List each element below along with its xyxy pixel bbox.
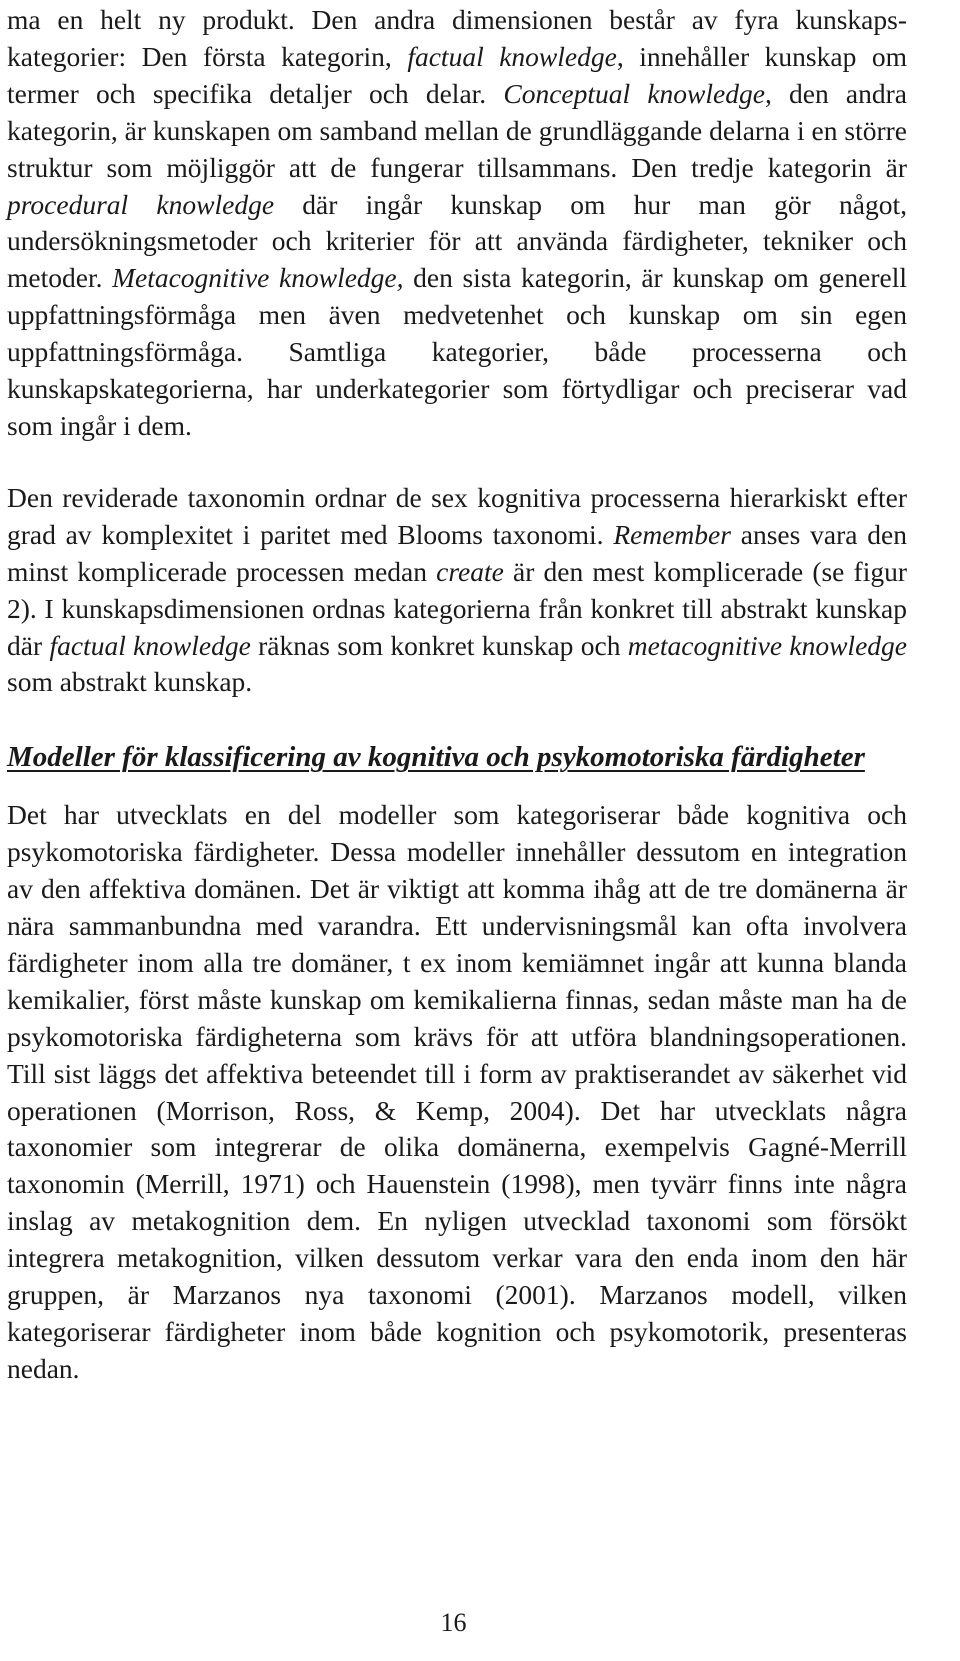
text-run: , den andra kategorin, är kunskapen om samband mellan de grundläggande delarna i en större struktur som möjliggör att de fungerar tillsammans. Den tredje kategorin är [7, 77, 907, 183]
term-factual-knowledge: factual knowledge [49, 629, 251, 661]
text-run: , innehåller kunskap om termer och specifika detaljer och delar. [7, 40, 907, 109]
text-run: som abstrakt kunskap. [7, 666, 253, 698]
page-number: 16 [440, 1608, 467, 1637]
text-run: räknas som konkret kunskap och [250, 629, 628, 661]
text-run: där ingår kunskap om hur man gör något, undersökningsmetoder och kriterier för att använda färdigheter, tekniker och metoder. [7, 188, 907, 294]
text-run: ma en helt ny produkt. Den andra dimensionen består av fyra kunskapskategorier: Den första kategorin, [7, 4, 907, 72]
term-create: create [436, 555, 504, 587]
text-run: Den reviderade taxonomin ordnar de sex kognitiva processerna hierarkiskt efter grad av komplexitet i paritet med Blooms taxonomi. [7, 481, 907, 550]
paragraph-classification-models: Det har utvecklats en del modeller som kategoriserar både kognitiva och psykomotoriska färdigheter. Dessa modeller innehåller dessutom en integration av den affektiva domänen. Det är viktigt att komma ihåg att de tre domänerna är nära sammanbundna med varandra. Ett undervisningsmål kan ofta involvera färdigheter inom alla tre domäner, t ex inom kemiämnet ingår att kunna blanda kemikalier, först måste kunskap om kemikalierna finnas, sedan måste man ha de psykomotoriska färdigheterna som krävs för att utföra blandningsoperationen. Till sist läggs det affektiva beteendet till i form av praktiserandet av säkerhet vid operationen (Morrison, Ross, & Kemp, 2004). Det har utvecklats några taxonomier som integrerar de olika domänerna, exempelvis Gagné-Merrill taxonomin (Merrill, 1971) och Hauenstein (1998), men tyvärr finns inte några inslag av metakognition dem. En nyligen utvecklad taxonomi som försökt integrera metakognition, vilken dessutom verkar vara den enda inom den här gruppen, är Marzanos nya taxonomi (2001). Marzanos modell, vilken kategoriserar färdigheter inom både kognition och psykomotorik, presenteras nedan. [7, 799, 907, 1384]
page-content [7, 2, 907, 1388]
term-conceptual-knowledge: Conceptual knowledge [503, 77, 765, 109]
text-run: den sista kategorin, är kunskap om generell uppfattningsförmåga men även medvetenhet och kunskap om sin egen uppfattningsförmåga. Samtliga kategorier, både processerna och kunskapskategorierna, har underkategorier som förtydligar och preciserar vad som ingår i dem. [7, 262, 907, 441]
term-remember: Remember [613, 518, 731, 550]
term-metacognitive-knowledge: Metacognitive knowledge, [112, 262, 404, 294]
section-heading: Modeller för klassificering av kognitiva och psykomotoriska färdigheter [7, 741, 865, 774]
term-factual-knowledge: factual knowledge [407, 40, 617, 72]
text-run: anses vara den minst komplicerade processen medan [7, 518, 907, 587]
paragraph-revised-taxonomy [7, 480, 907, 701]
term-metacognitive-knowledge: metacognitive knowledge [627, 629, 907, 661]
term-procedural-knowledge: procedural knowledge [7, 188, 275, 220]
text-run: är den mest komplicerade (se figur 2). I kunskapsdimensionen ordnas kategorierna från konkret till abstrakt kunskap där [7, 555, 907, 661]
paragraph-knowledge-categories [7, 2, 907, 445]
